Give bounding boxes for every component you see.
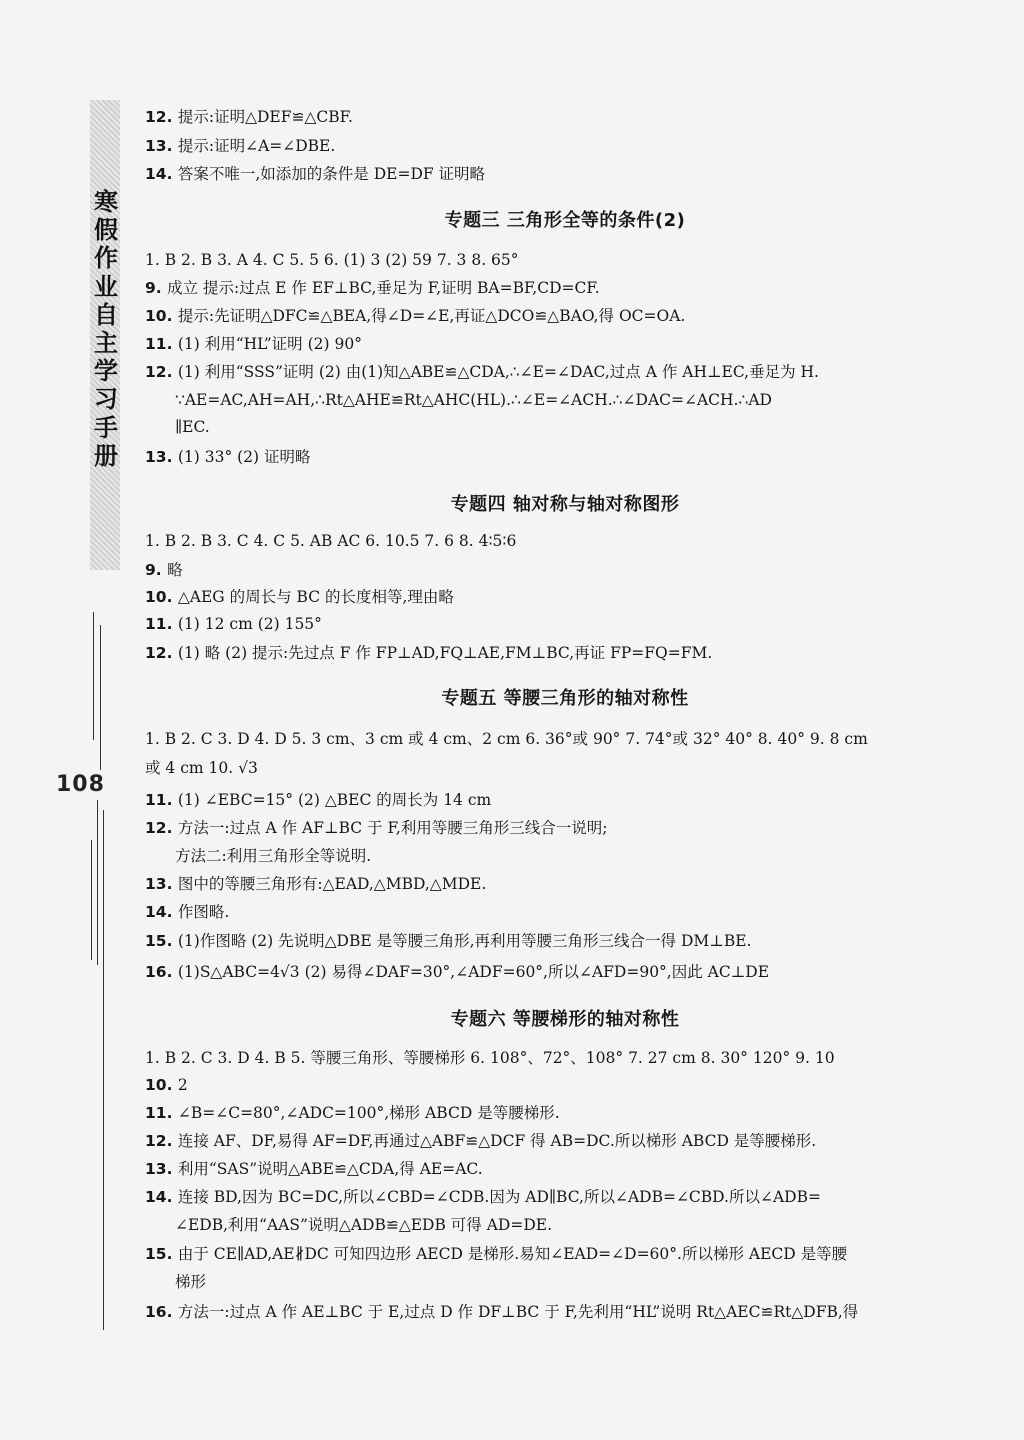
item-number: 11. xyxy=(145,1104,178,1122)
answer-line xyxy=(145,278,600,298)
answer-text: 1. B 2. C 3. D 4. D 5. 3 cm、3 cm 或 4 cm、2 cm 6. 36°或 90° 7. 74°或 32° 40° 8. 40° 9. 8 cm xyxy=(145,730,868,748)
answer-line xyxy=(145,931,751,951)
item-number: 11. xyxy=(145,615,178,633)
answer-text: (1)作图略 (2) 先说明△DBE 是等腰三角形,再利用等腰三角形三线合一得 DM⊥BE. xyxy=(177,932,752,950)
answer-text: 提示:证明∠A=∠DBE. xyxy=(177,137,336,155)
answer-line xyxy=(145,729,868,749)
answer-text: 方法二:利用三角形全等说明. xyxy=(175,847,372,865)
answer-text: ∠B=∠C=80°,∠ADC=100°,梯形 ABCD 是等腰梯形. xyxy=(177,1104,560,1122)
answer-text: 作图略. xyxy=(177,903,230,921)
item-number: 12. xyxy=(145,1132,178,1150)
answer-text: (1)S△ABC=4√3 (2) 易得∠DAF=30°,∠ADF=60°,所以∠AFD=90°,因此 AC⊥DE xyxy=(177,963,770,981)
answer-text: (1) 12 cm (2) 155° xyxy=(177,615,322,633)
section-heading: 专题五 等腰三角形的轴对称性 xyxy=(441,688,689,709)
sidebar-char: 手 xyxy=(94,413,118,442)
sidebar-char: 自 xyxy=(94,300,118,329)
answer-text: 1. B 2. B 3. A 4. C 5. 5 6. (1) 3 (2) 59 7. 3 8. 65° xyxy=(145,251,519,269)
answer-line xyxy=(175,1215,552,1235)
answer-line xyxy=(145,306,685,326)
answer-text: ∠EDB,利用“AAS”说明△ADB≌△EDB 可得 AD=DE. xyxy=(175,1216,553,1234)
sidebar-char: 习 xyxy=(94,385,118,414)
answer-line xyxy=(145,531,516,551)
section-heading: 专题三 三角形全等的条件(2) xyxy=(444,210,686,231)
sidebar-char: 业 xyxy=(94,272,118,301)
answer-line xyxy=(145,1302,858,1322)
answer-line xyxy=(145,107,353,127)
item-number: 16. xyxy=(145,963,178,981)
item-number: 9. xyxy=(145,561,168,579)
answer-line xyxy=(145,164,485,184)
sidebar-char: 学 xyxy=(94,357,118,386)
item-number: 12. xyxy=(145,108,178,126)
item-number: 10. xyxy=(145,307,178,325)
answer-text: 2 xyxy=(177,1076,188,1094)
answer-text: 1. B 2. C 3. D 4. B 5. 等腰三角形、等腰梯形 6. 108°、72°、108° 7. 27 cm 8. 30° 120° 9. 10 xyxy=(145,1049,835,1067)
answer-line xyxy=(145,587,454,607)
item-number: 15. xyxy=(145,1245,178,1263)
answer-text: ∥EC. xyxy=(175,418,210,436)
answer-text: ∵AE=AC,AH=AH,∴Rt△AHE≌Rt△AHC(HL).∴∠E=∠ACH.∴∠DAC=∠ACH.∴AD xyxy=(175,391,772,409)
answer-text: 连接 BD,因为 BC=DC,所以∠CBD=∠CDB.因为 AD∥BC,所以∠ADB=∠CBD.所以∠ADB= xyxy=(177,1188,821,1206)
item-number: 15. xyxy=(145,932,178,950)
answer-line xyxy=(145,362,819,382)
item-number: 13. xyxy=(145,875,178,893)
answer-line xyxy=(145,614,322,634)
answer-text: 方法一:过点 A 作 AF⊥BC 于 F,利用等腰三角形三线合一说明; xyxy=(177,819,608,837)
item-number: 9. xyxy=(145,279,168,297)
answer-line xyxy=(145,1103,560,1123)
sidebar-char: 假 xyxy=(94,216,118,245)
answer-text: (1) 利用“SSS”证明 (2) 由(1)知△ABE≌△CDA,∴∠E=∠DAC,过点 A 作 AH⊥EC,垂足为 H. xyxy=(177,363,819,381)
margin-rule xyxy=(103,810,104,1330)
answer-text: 略 xyxy=(167,561,183,579)
margin-rule xyxy=(91,840,92,960)
section-heading: 专题六 等腰梯形的轴对称性 xyxy=(450,1009,680,1030)
item-number: 16. xyxy=(145,1303,178,1321)
answer-line xyxy=(145,902,229,922)
answer-text: 提示:先证明△DFC≌△BEA,得∠D=∠E,再证△DCO≌△BAO,得 OC=OA. xyxy=(177,307,686,325)
answer-line xyxy=(145,1131,816,1151)
answer-text: 提示:证明△DEF≌△CBF. xyxy=(177,108,353,126)
answer-line xyxy=(175,390,772,410)
answer-text: (1) 利用“HL”证明 (2) 90° xyxy=(177,335,362,353)
margin-rule xyxy=(97,800,98,965)
item-number: 13. xyxy=(145,1160,178,1178)
item-number: 13. xyxy=(145,137,178,155)
item-number: 14. xyxy=(145,903,178,921)
answer-line xyxy=(145,818,607,838)
answer-line xyxy=(175,846,371,866)
item-number: 14. xyxy=(145,165,178,183)
answer-line xyxy=(175,1272,206,1292)
answer-text: (1) 33° (2) 证明略 xyxy=(177,448,311,466)
answer-text: (1) ∠EBC=15° (2) △BEC 的周长为 14 cm xyxy=(177,791,492,809)
sidebar-char: 册 xyxy=(94,441,118,470)
margin-rule xyxy=(93,612,94,740)
answer-line xyxy=(145,1048,835,1068)
sidebar-char: 主 xyxy=(94,329,118,358)
answer-line xyxy=(145,250,519,270)
item-number: 10. xyxy=(145,1076,178,1094)
sidebar-char: 寒 xyxy=(94,188,118,216)
answer-line xyxy=(145,1075,188,1095)
answer-text: 方法一:过点 A 作 AE⊥BC 于 E,过点 D 作 DF⊥BC 于 F,先利用“HL”说明 Rt△AEC≌Rt△DFB,得 xyxy=(177,1303,859,1321)
answer-line xyxy=(145,643,712,663)
answer-text: △AEG 的周长与 BC 的长度相等,理由略 xyxy=(177,588,454,606)
answer-text: 图中的等腰三角形有:△EAD,△MBD,△MDE. xyxy=(177,875,487,893)
answer-text: 利用“SAS”说明△ABE≌△CDA,得 AE=AC. xyxy=(177,1160,483,1178)
answer-line xyxy=(145,1244,847,1264)
item-number: 10. xyxy=(145,588,178,606)
section-heading: 专题四 轴对称与轴对称图形 xyxy=(450,494,680,515)
page-number: 108 xyxy=(56,772,105,797)
answer-line xyxy=(145,790,491,810)
answer-line xyxy=(145,447,311,467)
answer-text: 1. B 2. B 3. C 4. C 5. AB AC 6. 10.5 7. 6 8. 4∶5∶6 xyxy=(145,532,517,550)
item-number: 13. xyxy=(145,448,178,466)
answer-line xyxy=(145,136,335,156)
item-number: 14. xyxy=(145,1188,178,1206)
item-number: 11. xyxy=(145,791,178,809)
answer-line xyxy=(145,334,362,354)
answer-text: 由于 CE∥AD,AE∦DC 可知四边形 AECD 是梯形.易知∠EAD=∠D=60°.所以梯形 AECD 是等腰 xyxy=(177,1245,848,1263)
answer-text: 答案不唯一,如添加的条件是 DE=DF 证明略 xyxy=(177,165,486,183)
sidebar-title xyxy=(92,188,120,470)
answer-text: 成立 提示:过点 E 作 EF⊥BC,垂足为 F,证明 BA=BF,CD=CF. xyxy=(167,279,600,297)
item-number: 12. xyxy=(145,363,178,381)
margin-rule xyxy=(100,625,101,770)
answer-line xyxy=(145,1159,483,1179)
answer-text: 连接 AF、DF,易得 AF=DF,再通过△ABF≌△DCF 得 AB=DC.所以梯形 ABCD 是等腰梯形. xyxy=(177,1132,817,1150)
answer-line xyxy=(145,1187,821,1207)
item-number: 12. xyxy=(145,644,178,662)
answer-line xyxy=(145,560,183,580)
answer-text: 梯形 xyxy=(175,1273,207,1291)
answer-line xyxy=(145,962,769,982)
answer-line xyxy=(175,417,210,437)
answer-text: 或 4 cm 10. √3 xyxy=(145,759,258,777)
answer-line xyxy=(145,874,486,894)
answer-line xyxy=(145,758,258,778)
answer-text: (1) 略 (2) 提示:先过点 F 作 FP⊥AD,FQ⊥AE,FM⊥BC,再证 FP=FQ=FM. xyxy=(177,644,713,662)
sidebar-char: 作 xyxy=(94,244,118,273)
item-number: 11. xyxy=(145,335,178,353)
item-number: 12. xyxy=(145,819,178,837)
